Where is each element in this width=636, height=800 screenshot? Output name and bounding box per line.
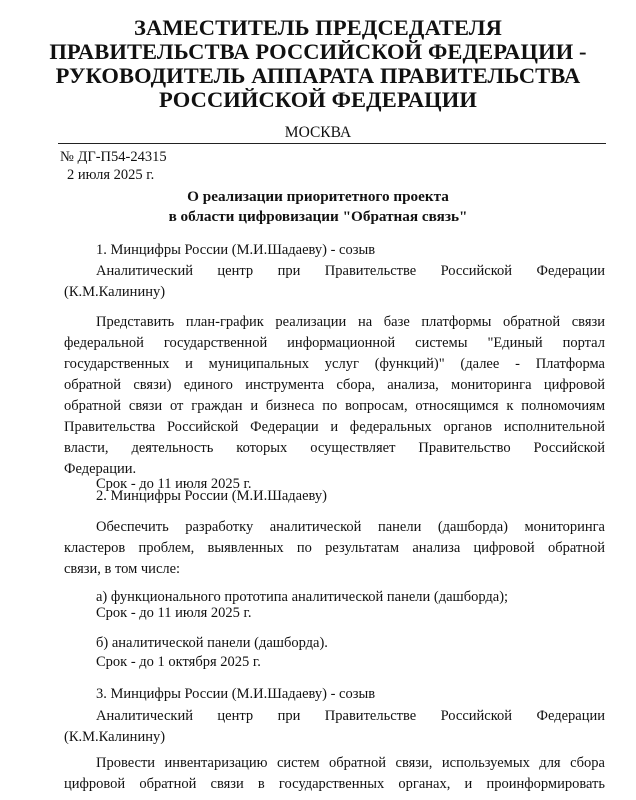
item1-paragraph-line: Представить план-график реализации на базе платформы обратной связи [96, 314, 605, 330]
item2-paragraph-line: Обеспечить разработку аналитической панели (дашборда) мониторинга [96, 519, 605, 535]
header-divider [58, 143, 606, 144]
item2-deadline-b: Срок - до 1 октября 2025 г. [96, 654, 261, 670]
item3-paragraph-line: цифровой обратной связи в государственных органах, и проинформировать [64, 776, 605, 792]
subject-line: в области цифровизации "Обратная связь" [168, 208, 468, 225]
subject-line: О реализации приоритетного проекта [187, 188, 449, 205]
item1-paragraph-line: обратной связи от граждан и бизнеса по вопросам, относящимся к полномочиям [64, 398, 605, 414]
item1-addressee-line: (К.М.Калинину) [64, 284, 166, 300]
item3-addressee-line: Аналитический центр при Правительстве Российской Федерации [96, 708, 605, 724]
item1-paragraph-line: обратной связи) единого инструмента сбора, анализа, мониторинга цифровой [64, 377, 605, 393]
item1-deadline: Срок - до 11 июля 2025 г. [96, 476, 252, 492]
document-number: № ДГ-П54-24315 [60, 149, 167, 165]
item2-deadline-a: Срок - до 11 июля 2025 г. [96, 605, 252, 621]
city: МОСКВА [284, 124, 352, 141]
item2-subitem-a: а) функционального прототипа аналитической панели (дашборда); [96, 589, 509, 605]
item3-addressee-line: (К.М.Калинину) [64, 729, 166, 745]
item1-paragraph-line: власти, деятельность которых осуществляет Правительство Российской [64, 440, 605, 456]
item1-paragraph-line: Федерации. [64, 461, 137, 477]
item2-heading: 2. Минцифры России (М.И.Шадаеву) [96, 488, 327, 504]
item1-paragraph-line: государственных и муниципальных услуг (функций)" (далее - Платформа [64, 356, 605, 372]
item2-subitem-b: б) аналитической панели (дашборда). [96, 635, 328, 651]
item3-heading: 3. Минцифры России (М.И.Шадаеву) - созыв [96, 686, 376, 702]
item3-paragraph-line: Провести инвентаризацию систем обратной связи, используемых для сбора [96, 755, 605, 771]
item1-paragraph-line: федеральной государственной информационной системы "Единый портал [64, 335, 605, 351]
item2-paragraph-line: кластеров проблем, выявленных по результатам анализа цифровой обратной [64, 540, 605, 556]
issuer-title-line: РОССИЙСКОЙ ФЕДЕРАЦИИ [159, 87, 477, 112]
item1-paragraph-line: Правительства Российской Федерации и федеральных органов исполнительной [64, 419, 605, 435]
item1-heading: 1. Минцифры России (М.И.Шадаеву) - созыв [96, 242, 376, 258]
issuer-title-line: ЗАМЕСТИТЕЛЬ ПРЕДСЕДАТЕЛЯ [134, 15, 502, 40]
issuer-title [40, 16, 596, 112]
document-subject [0, 187, 636, 227]
issuer-title-line: ПРАВИТЕЛЬСТВА РОССИЙСКОЙ ФЕДЕРАЦИИ - [49, 39, 587, 64]
item1-addressee-line: Аналитический центр при Правительстве Российской Федерации [96, 263, 605, 279]
item2-paragraph-line: связи, в том числе: [64, 561, 181, 577]
document-date: 2 июля 2025 г. [67, 167, 155, 183]
issuer-title-line: РУКОВОДИТЕЛЬ АППАРАТА ПРАВИТЕЛЬСТВА [55, 63, 581, 88]
